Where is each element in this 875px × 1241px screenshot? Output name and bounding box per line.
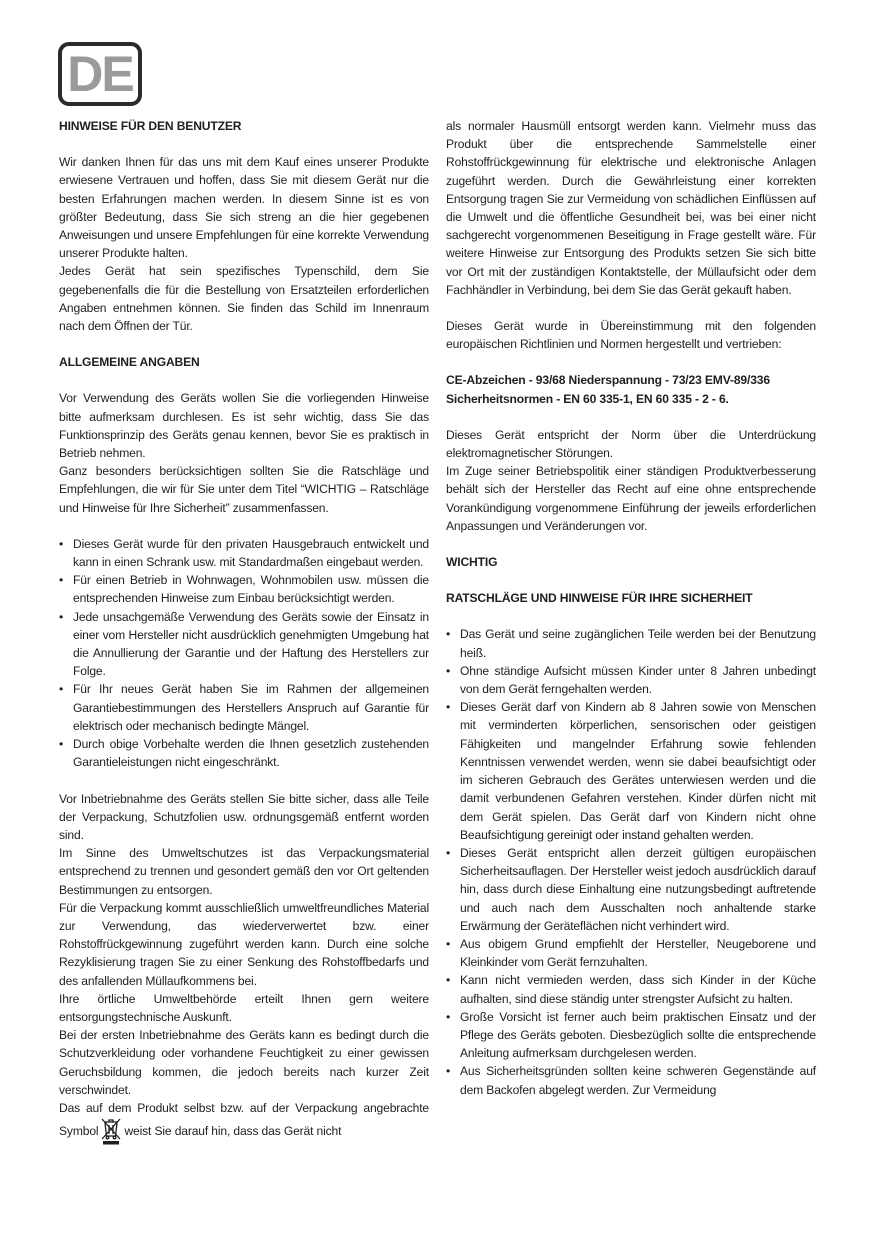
list-item: • Für Ihr neues Gerät haben Sie im Rahmen der allgemeinen Garantiebestimmungen des Herstellers Anspruch auf Garantie für elektrisch oder mechanisch bedingte Mängel. [59, 680, 429, 735]
list-item: • Das Gerät und seine zugänglichen Teile werden bei der Benutzung heiß. [446, 625, 816, 661]
norm-safety: Sicherheitsnormen - EN 60 335-1, EN 60 335 - 2 - 6. [446, 391, 729, 406]
spacer [446, 535, 816, 553]
list-item: • Aus Sicherheitsgründen sollten keine schweren Gegenstände auf dem Backofen abgelegt werden. Zur Vermeidung [446, 1062, 816, 1098]
norm-ce: CE-Abzeichen - 93/68 Niederspannung - 73/23 EMV-89/336 [446, 373, 770, 388]
right-column [446, 117, 816, 1099]
heading-general: ALLGEMEINE ANGABEN [59, 355, 200, 370]
list-item: • Kann nicht vermieden werden, dass sich Kinder in der Küche aufhalten, sind diese ständig unter strengster Aufsicht zu halten. [446, 971, 816, 1007]
list-item: • Dieses Gerät entspricht allen derzeit gültigen europäischen Sicherheitsauflagen. Der Hersteller weist jedoch ausdrücklich darauf hin, dass durch diese Einhaltung eine nutzungsbedingt auftretende und auch nach dem Ausschalten noch anhaltende starke Erwärmung der Geräteflächen nicht verhindert wird. [446, 844, 816, 935]
paragraph-typeplate: Jedes Gerät hat sein spezifisches Typenschild, dem Sie gegebenenfalls die für die Bestellung von Ersatzteilen erforderlichen Angaben entnehmen können. Sie finden das Schild im Innenraum nach dem Öffnen der Tür. [59, 264, 429, 334]
list-item: • Ohne ständige Aufsicht müssen Kinder unter 8 Jahren unbedingt von dem Gerät ferngehalten werden. [446, 662, 816, 698]
spacer [59, 517, 429, 535]
paragraph-authority: Ihre örtliche Umweltbehörde erteilt Ihnen gern weitere entsorgungstechnische Auskunft. [59, 991, 429, 1024]
paragraph-advice: Ganz besonders berücksichtigen sollten Sie die Ratschläge und Empfehlungen, die wir für Sie unter dem Titel “WICHTIG – Ratschläge und Hinweise für Ihre Sicherheit” zusammenfassen. [59, 464, 429, 515]
left-column [59, 117, 429, 1145]
heading-safety: RATSCHLÄGE UND HINWEISE FÜR IHRE SICHERHEIT [446, 591, 753, 606]
general-bullet-list [59, 535, 429, 772]
list-item: • Dieses Gerät darf von Kindern ab 8 Jahren sowie von Menschen mit verminderten körperlichen, sensorischen oder geistigen Fähigkeiten und mangelnder Erfahrung sowie fehlenden Kenntnissen verwendet werden, wenn sie dabei beaufsichtigt oder im sicheren Gebrauch des Gerätes unterwiesen werden und die damit verbundenen Gefahren verstehen. Kinder dürfen nicht mit dem Gerät spielen. Das Gerät darf von Kindern nicht ohne Beaufsichtigung gereinigt oder instand gehalten werden. [446, 698, 816, 844]
spacer [446, 408, 816, 426]
paragraph-symbol [59, 1099, 429, 1145]
symbol-text-after: weist Sie darauf hin, dass das Gerät nicht [124, 1124, 342, 1139]
spacer [59, 371, 429, 389]
crossed-bin-icon [100, 1117, 122, 1145]
heading-users: HINWEISE FÜR DEN BENUTZER [59, 119, 242, 133]
spacer [446, 607, 816, 625]
paragraph-unpack: Vor Inbetriebnahme des Geräts stellen Sie bitte sicher, dass alle Teile der Verpackung, Schutzfolien usw. ordnungsgemäß entfernt worden sind. [59, 791, 429, 842]
paragraph-thanks: Wir danken Ihnen für das uns mit dem Kauf eines unserer Produkte erwiesene Vertrauen und hoffen, dass Sie mit diesem Gerät nur die besten Erfahrungen machen werden. In diesem Sinne ist es von größter Bedeutung, dass Sie sich streng an die hier gegebenen Anweisungen und unsere Empfehlungen für eine korrekte Verwendung unserer Produkte halten. [59, 155, 429, 261]
paragraph-policy: Im Zuge seiner Betriebspolitik einer ständigen Produktverbesserung behält sich der Hersteller das Recht auf eine ohne entsprechende Vorankündigung vorgenommene Einführung der jeweils erforderlichen Anpassungen und Veränderungen vor. [446, 464, 816, 533]
list-item: • Dieses Gerät wurde für den privaten Hausgebrauch entwickelt und kann in einen Schrank usw. mit Standardmaßen eingebaut werden. [59, 535, 429, 571]
spacer [446, 353, 816, 371]
paragraph-disposal: als normaler Hausmüll entsorgt werden kann. Vielmehr muss das Produkt über die entsprechende Sammelstelle einer Rohstoffrückgewinnung für elektrische und elektronische Anlagen zugeführt werden. Durch die Gewährleistung einer korrekten Entsorgung tragen Sie zur Vermeidung von schädlichen Einflüssen auf die Umwelt und die öffentliche Gesundheit bei, was bei einer nicht sachgerecht vorgenommenen Beseitigung in Frage gestellt wäre. Für weitere Hinweise zur Entsorgung des Produkts setzen Sie sich bitte vor Ort mit der zuständigen Kontaktstelle, der Müllaufsicht oder dem Fachhändler in Verbindung, bei dem Sie das Gerät gekauft haben. [446, 119, 816, 297]
list-item: • Jede unsachgemäße Verwendung des Geräts sowie der Einsatz in einer vom Hersteller nicht ausdrücklich genehmigten Umgebung hat die Annullierung der Garantie und der Haftung des Herstellers zur Folge. [59, 608, 429, 681]
paragraph-read: Vor Verwendung des Geräts wollen Sie die vorliegenden Hinweise bitte aufmerksam durchlesen. Es ist sehr wichtig, dass Sie das Funktionsprinzip des Geräts genau kennen, bevor Sie es praktisch in Betrieb nehmen. [59, 391, 429, 461]
paragraph-smell: Bei der ersten Inbetriebnahme des Geräts kann es bedingt durch die Schutzverkleidung oder vorhandene Feuchtigkeit zu einer gewissen Geruchsbildung kommen, die jedoch bereits nach kurzer Zeit verschwindet. [59, 1028, 429, 1097]
spacer [446, 299, 816, 317]
symbol-text-before: Das auf dem Produkt selbst bzw. auf der Verpackung angebrachte Symbol [59, 1100, 429, 1139]
list-item: • Durch obige Vorbehalte werden die Ihnen gesetzlich zustehenden Garantieleistungen nicht eingeschränkt. [59, 735, 429, 771]
spacer [59, 772, 429, 790]
paragraph-packaging: Für die Verpackung kommt ausschließlich umweltfreundliches Material zur Verwendung, das wiederverwertet bzw. einer Rohstoffrückgewinnung zugeführt werden kann. Durch eine solche Rezyklisierung tragen Sie zu einer Senkung des Rohstoffbedarfs und des anfallenden Müllaufkommens bei. [59, 900, 429, 988]
list-item: • Große Vorsicht ist ferner auch beim praktischen Einsatz und der Pflege des Geräts geboten. Diesbezüglich sollte die entsprechende Anleitung aufmerksam durchgelesen werden. [446, 1008, 816, 1063]
language-badge: DE [58, 42, 142, 106]
paragraph-directives: Dieses Gerät wurde in Übereinstimmung mit den folgenden europäischen Richtlinien und Normen hergestellt und vertrieben: [446, 319, 816, 352]
heading-important: WICHTIG [446, 555, 498, 570]
spacer [59, 335, 429, 353]
paragraph-environment: Im Sinne des Umweltschutzes ist das Verpackungsmaterial entsprechend zu trennen und gesondert gemäß den vor Ort geltenden Bestimmungen zu entsorgen. [59, 846, 429, 897]
list-item: • Für einen Betrieb in Wohnwagen, Wohnmobilen usw. müssen die entsprechenden Hinweise zum Einbau berücksichtigt werden. [59, 571, 429, 607]
spacer [446, 571, 816, 589]
paragraph-emc: Dieses Gerät entspricht der Norm über die Unterdrückung elektromagnetischer Störungen. [446, 427, 816, 461]
spacer [59, 135, 429, 153]
safety-bullet-list [446, 625, 816, 1098]
list-item: • Aus obigem Grund empfiehlt der Hersteller, Neugeborene und Kleinkinder vom Gerät fernzuhalten. [446, 935, 816, 971]
